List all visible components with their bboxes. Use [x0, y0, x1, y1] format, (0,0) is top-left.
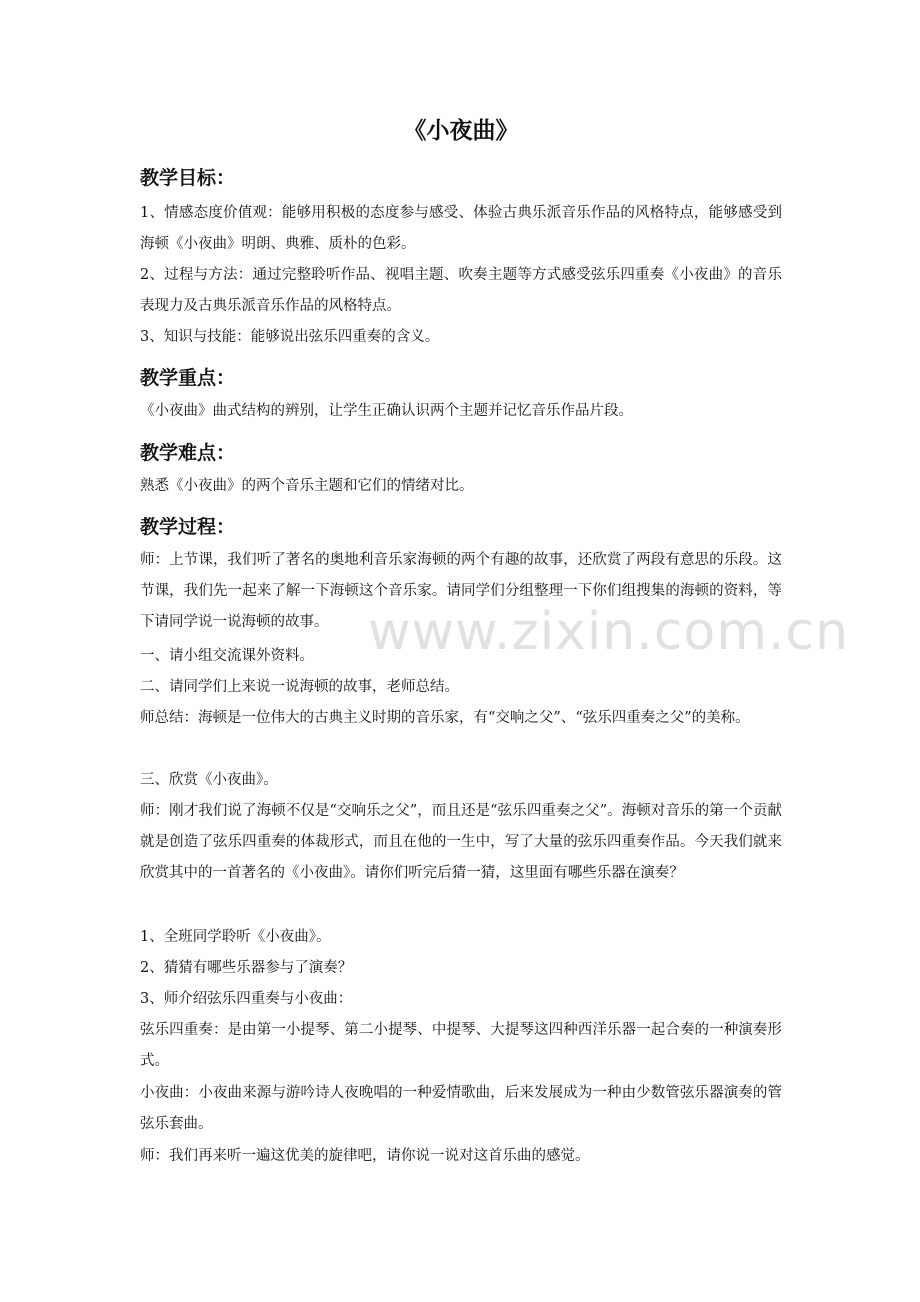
process-paragraph: 3、师介绍弦乐四重奏与小夜曲：: [140, 991, 353, 1007]
process-paragraph: 1、全班同学聆听《小夜曲》。: [140, 929, 331, 945]
process-paragraph: 师：上节课，我们听了著名的奥地利音乐家海顿的两个有趣的故事，还欣赏了两段有意思的乐段。这节课，我们先一起来了解一下海顿这个音乐家。请同学们分组整理一下你们组搜集的海顿的资料，等下请同学说一说海顿的故事。: [140, 552, 782, 630]
goal-item-3: 3、知识与技能：能够说出弦乐四重奏的含义。: [140, 329, 440, 345]
goal-item-1: 1、情感态度价值观：能够用积极的态度参与感受、体验古典乐派音乐作品的风格特点，能够感受到海顿《小夜曲》明朗、典雅、质朴的色彩。: [140, 205, 782, 252]
watermark: www.zixin.com.cn: [368, 602, 849, 662]
goal-item-2: 2、过程与方法：通过完整聆听作品、视唱主题、吹奏主题等方式感受弦乐四重奏《小夜曲》的音乐表现力及古典乐派音乐作品的风格特点。: [140, 267, 782, 314]
process-paragraph: 弦乐四重奏：是由第一小提琴、第二小提琴、中提琴、大提琴这四种西洋乐器一起合奏的一种演奏形式。: [140, 1022, 782, 1069]
process-paragraph: 一、请小组交流课外资料。: [140, 648, 314, 664]
process-paragraph: 三、欣赏《小夜曲》。: [140, 772, 278, 788]
process-paragraph: 师总结：海顿是一位伟大的古典主义时期的音乐家，有“交响之父”、“弦乐四重奏之父”的美称。: [140, 710, 750, 726]
section-heading-goals: 教学目标：: [140, 167, 236, 189]
process-paragraph: 师：刚才我们说了海顿不仅是“交响乐之父”，而且还是“弦乐四重奏之父”。海顿对音乐的第一个贡献就是创造了弦乐四重奏的体裁形式，而且在他的一生中，写了大量的弦乐四重奏作品。今天我们就来欣赏其中的一首著名的《小夜曲》。请你们听完后猜一猜，这里面有哪些乐器在演奏？: [140, 803, 782, 881]
process-paragraph: 小夜曲：小夜曲来源与游吟诗人夜晚唱的一种爱情歌曲，后来发展成为一种由少数管弦乐器演奏的管弦乐套曲。: [140, 1085, 782, 1132]
document-title: 《小夜曲》: [403, 118, 519, 144]
section-heading-key-points: 教学重点：: [140, 367, 236, 389]
process-paragraph: 二、请同学们上来说一说海顿的故事，老师总结。: [140, 679, 459, 695]
difficulties-text: 熟悉《小夜曲》的两个音乐主题和它们的情绪对比。: [140, 478, 474, 494]
section-heading-difficulties: 教学难点：: [140, 442, 236, 464]
section-heading-process: 教学过程：: [140, 516, 236, 538]
process-paragraph: 2、猜猜有哪些乐器参与了演奏？: [140, 960, 353, 976]
process-paragraph: 师：我们再来听一遍这优美的旋律吧，请你说一说对这首乐曲的感觉。: [140, 1148, 590, 1164]
key-points-text: 《小夜曲》曲式结构的辨别，让学生正确认识两个主题并记忆音乐作品片段。: [140, 403, 633, 419]
